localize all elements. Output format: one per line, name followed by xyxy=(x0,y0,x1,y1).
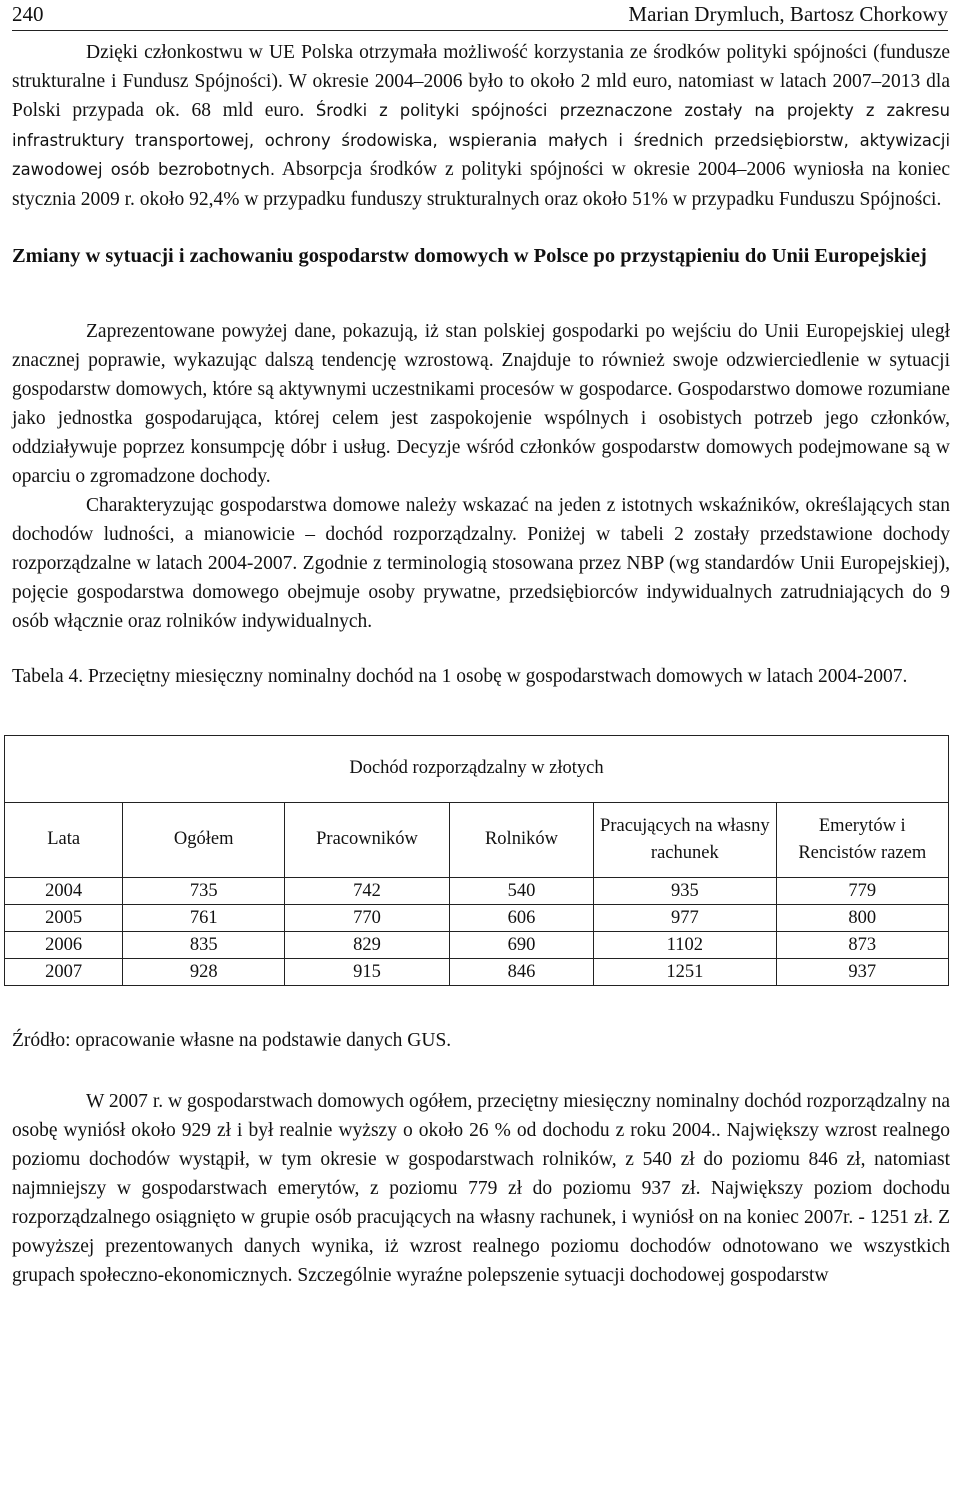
table-cell: 977 xyxy=(594,904,777,931)
paragraph-disposable-income: Charakteryzując gospodarstwa domowe należy wskazać na jeden z istotnych wskaźników, określających stan dochodów ludności, a mianowicie – dochód rozporządzalny. Poniżej w tabeli 2 zostały przedstawione dochody rozporządzalne w latach 2004-2007. Zgodnie z terminologią stosowana przez NBP (wg standardów Unii Europejskiej), pojęcie gospodarstwa domowego obejmuje osoby prywatne, przedsiębiorców indywidualnych zatrudniających do 9 osób włącznie oraz rolników indywidualnych. xyxy=(12,494,950,632)
page-header xyxy=(12,0,948,31)
table-title: Dochód rozporządzalny w złotych xyxy=(5,735,949,802)
col-header-self-employed: Pracujących na własny rachunek xyxy=(594,802,777,877)
table-cell: 937 xyxy=(776,958,948,985)
table-cell: 690 xyxy=(449,931,593,958)
table-cell: 540 xyxy=(449,877,593,904)
table-cell: 915 xyxy=(285,958,450,985)
table-cell: 779 xyxy=(776,877,948,904)
table-row xyxy=(5,958,949,985)
table-cell: 742 xyxy=(285,877,450,904)
section-heading: Zmiany w sytuacji i zachowaniu gospodarstw domowych w Polsce po przystąpieniu do Unii Europejskiej xyxy=(12,244,927,267)
table-cell: 2007 xyxy=(5,958,123,985)
table-cell: 835 xyxy=(123,931,285,958)
table-caption: Tabela 4. Przeciętny miesięczny nominalny dochód na 1 osobę w gospodarstwach domowych w latach 2004-2007. xyxy=(12,665,908,687)
col-header-farmers: Rolników xyxy=(449,802,593,877)
paragraph-eu-funds-absorption: Absorpcja środków z polityki spójności w okresie 2004–2006 wyniosła na koniec stycznia 2009 r. około 92,4% w przypadku funduszy strukturalnych oraz około 51% w przypadku Funduszu Spójności. xyxy=(12,159,950,210)
table-cell: 928 xyxy=(123,958,285,985)
table-row xyxy=(5,877,949,904)
table-cell: 846 xyxy=(449,958,593,985)
table-cell: 2005 xyxy=(5,904,123,931)
paragraph-eu-funds-serif: Dzięki członkostwu w UE Polska otrzymała możliwość korzystania ze środków polityki spójności (fundusze strukturalne i Fundusz Spójności). W okresie 2004–2006 było to około 2 mld euro, natomiast w latach 2007–2013 dla Polski przypada ok. 68 mld euro. xyxy=(12,42,950,121)
paragraph-eu-funds xyxy=(12,38,950,214)
col-header-pensioners: Emerytów i Rencistów razem xyxy=(776,802,948,877)
table-cell: 2004 xyxy=(5,877,123,904)
table-cell: 800 xyxy=(776,904,948,931)
table-cell: 2006 xyxy=(5,931,123,958)
table-cell: 761 xyxy=(123,904,285,931)
col-header-employees: Pracowników xyxy=(285,802,450,877)
col-header-total: Ogółem xyxy=(123,802,285,877)
table-row xyxy=(5,931,949,958)
table-row xyxy=(5,904,949,931)
table-source: Źródło: opracowanie własne na podstawie danych GUS. xyxy=(12,1029,452,1051)
col-header-year: Lata xyxy=(5,802,123,877)
page-number: 240 xyxy=(12,2,44,26)
table-cell: 606 xyxy=(449,904,593,931)
paragraph-eu-funds-projects: Środki z polityki spójności przeznaczone zostały na projekty z zakresu infrastruktury transportowej, ochrony środowiska, wspierania małych i średnich przedsiębiorstw, aktywizacji zawodowej osób bezrobotnych. xyxy=(12,101,950,179)
table-cell: 1102 xyxy=(594,931,777,958)
table-cell: 770 xyxy=(285,904,450,931)
running-header-authors: Marian Drymluch, Bartosz Chorkowy xyxy=(628,2,948,26)
page-content xyxy=(12,38,950,1290)
table-cell: 935 xyxy=(594,877,777,904)
table-cell: 735 xyxy=(123,877,285,904)
table-cell: 829 xyxy=(285,931,450,958)
table-cell: 1251 xyxy=(594,958,777,985)
paragraph-households: Zaprezentowane powyżej dane, pokazują, iż stan polskiej gospodarki po wejściu do Unii Europejskiej uległ znacznej poprawie, wykazując dalszą tendencję wzrostową. Znajduje to również swoje odzwierciedlenie w sytuacji gospodarstw domowych, które są aktywnymi uczestnikami procesów w gospodarce. Gospodarstwo domowe rozumiane jako jednostka gospodarująca, której celem jest zaspokojenie wspólnych i osobistych potrzeb jego członków, oddziaływuje poprzez konsumpcję dóbr i usług. Decyzje wśród członków gospodarstw domowych podejmowane są w oparciu o zgromadzone dochody. xyxy=(12,320,950,487)
table-cell: 873 xyxy=(776,931,948,958)
income-table xyxy=(4,735,949,986)
paragraph-income-analysis: W 2007 r. w gospodarstwach domowych ogółem, przeciętny miesięczny nominalny dochód rozporządzalny na osobę wyniósł około 929 zł i był realnie wyższy o około 26 % od dochodu z roku 2004.. Największy wzrost realnego poziomu dochodów wystąpił, w tym okresie w gospodarstwach rolników, z 540 zł do poziomu 846 zł, natomiast najmniejszy w gospodarstwach emerytów, z poziomu 779 zł do poziomu 937 zł. Największy poziom dochodu rozporządzalnego osiągnięto w grupie osób pracujących na własny rachunek, i wyniósł on na koniec 2007r. - 1251 zł. Z powyższej prezentowanych danych wynika, iż wzrost realnego poziomu dochodów odnotowano we wszystkich grupach społeczno-ekonomicznych. Szczególnie wyraźne polepszenie sytuacji dochodowej gospodarstw xyxy=(12,1090,950,1286)
